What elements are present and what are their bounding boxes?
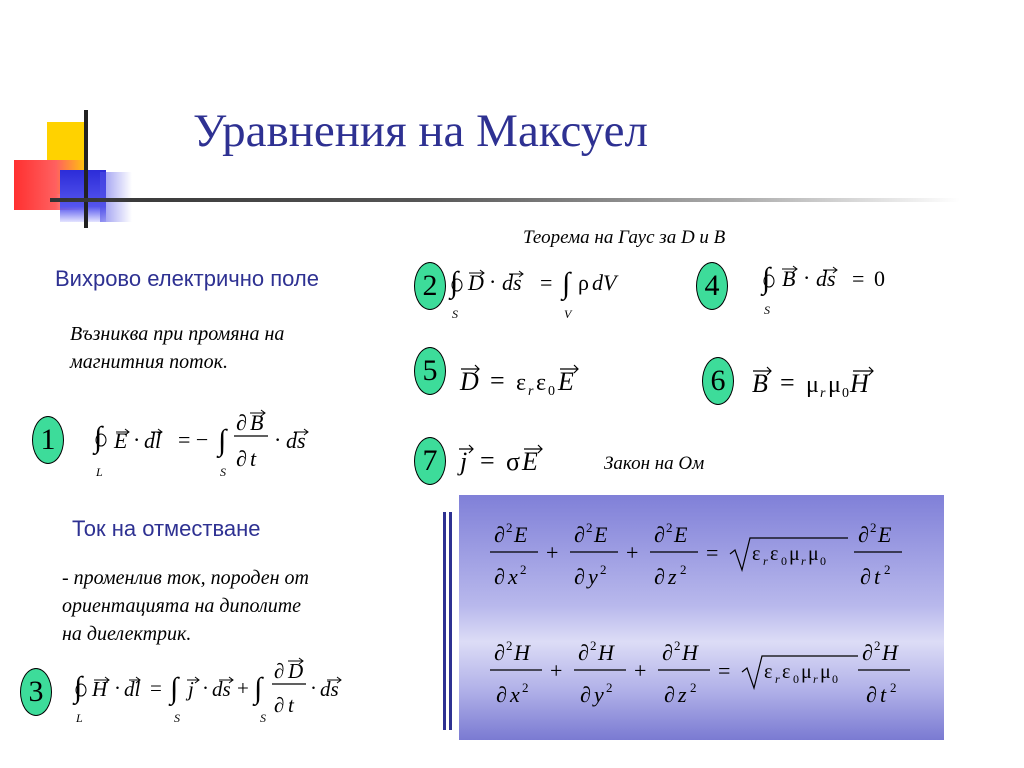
svg-text:x: x	[508, 564, 518, 589]
svg-text:D: D	[288, 659, 304, 683]
svg-text:∂: ∂	[654, 564, 665, 589]
svg-text:=: =	[150, 676, 162, 700]
svg-text:0: 0	[781, 554, 787, 568]
svg-text:B: B	[752, 369, 768, 398]
svg-text:r: r	[801, 554, 806, 568]
svg-text:+: +	[237, 676, 249, 700]
svg-text:·: ·	[274, 427, 282, 452]
displacement-note-line2: ориентацията на диполите	[62, 595, 302, 617]
equation-2-ampere	[70, 650, 360, 730]
svg-text:0: 0	[832, 672, 838, 686]
svg-text:∂: ∂	[494, 640, 505, 665]
svg-text:r: r	[775, 672, 780, 686]
svg-text:D: D	[460, 367, 479, 396]
svg-text:S: S	[764, 303, 770, 317]
svg-text:=: =	[490, 366, 505, 395]
svg-text:·: ·	[803, 265, 811, 290]
svg-text:dl: dl	[144, 428, 162, 453]
title-underline	[50, 198, 960, 202]
svg-text:2: 2	[520, 562, 527, 577]
svg-text:y: y	[594, 682, 604, 707]
wave-panel-bar-right	[449, 512, 452, 730]
equation-5-D-field	[458, 350, 618, 400]
svg-text:E: E	[514, 522, 528, 547]
svg-text:2: 2	[600, 562, 607, 577]
svg-text:t: t	[288, 693, 294, 717]
svg-text:∂: ∂	[236, 410, 247, 435]
svg-text:x: x	[510, 682, 520, 707]
svg-text:σ: σ	[506, 447, 521, 476]
svg-text:B: B	[250, 410, 264, 435]
svg-text:μ: μ	[820, 661, 831, 683]
svg-text:·: ·	[202, 676, 209, 700]
vortex-note-line1: Възниква при промяна на	[70, 323, 285, 345]
svg-text:r: r	[763, 554, 768, 568]
svg-text:ε: ε	[782, 661, 791, 683]
logo-blue-fade	[100, 172, 132, 222]
svg-text:∫: ∫	[170, 672, 179, 705]
svg-text:dl: dl	[124, 677, 141, 701]
svg-text:μ: μ	[828, 372, 841, 398]
svg-text:y: y	[588, 564, 598, 589]
svg-text:D: D	[468, 270, 484, 295]
svg-text:+: +	[550, 658, 563, 683]
wave-equation-E	[480, 510, 920, 600]
equation-badge-5: 5	[414, 347, 446, 395]
svg-text:ds: ds	[212, 677, 231, 701]
svg-text:dV: dV	[592, 270, 617, 295]
svg-text:μ: μ	[789, 543, 800, 565]
wave-equation-H	[480, 628, 930, 718]
svg-text:ds: ds	[320, 677, 339, 701]
svg-text:S: S	[174, 711, 180, 725]
svg-text:∫: ∫	[254, 672, 263, 705]
svg-text:2: 2	[870, 520, 877, 535]
svg-text:B: B	[782, 266, 796, 291]
displacement-note-line1: - променлив ток, породен от	[62, 567, 310, 589]
vortex-field-heading: Вихрово електрично поле	[55, 266, 319, 291]
svg-text:∂: ∂	[274, 659, 285, 683]
svg-text:2: 2	[606, 680, 613, 695]
svg-text:E: E	[878, 522, 892, 547]
svg-text:=: =	[540, 270, 553, 295]
svg-text:ds: ds	[286, 428, 306, 453]
displacement-note	[62, 564, 309, 648]
equation-badge-2: 3	[20, 668, 52, 716]
svg-text:E: E	[558, 367, 574, 396]
svg-text:0: 0	[820, 554, 826, 568]
svg-text:∂: ∂	[496, 682, 507, 707]
equation-3-gauss-D	[448, 252, 648, 324]
svg-text:H: H	[850, 369, 869, 398]
equation-badge-4: 4	[696, 262, 728, 310]
svg-text:2: 2	[506, 520, 513, 535]
svg-text:ε: ε	[752, 543, 761, 565]
svg-text:ds: ds	[816, 266, 836, 291]
svg-text:+: +	[546, 540, 559, 565]
svg-text:E: E	[594, 522, 608, 547]
svg-text:S: S	[220, 465, 226, 479]
svg-text:E: E	[114, 428, 128, 453]
svg-text:∂: ∂	[274, 693, 285, 717]
wave-panel-bar-left	[443, 512, 446, 730]
equation-1-faraday	[90, 400, 330, 480]
svg-text:2: 2	[884, 562, 891, 577]
equation-badge-1: 1	[32, 416, 64, 464]
svg-text:∂: ∂	[664, 682, 675, 707]
svg-text:∫: ∫	[762, 262, 771, 295]
vortex-field-note	[70, 320, 284, 376]
svg-text:ds: ds	[502, 270, 522, 295]
svg-text:2: 2	[874, 638, 881, 653]
svg-text:∂: ∂	[654, 522, 665, 547]
slide-title: Уравнения на Максуел	[193, 105, 648, 157]
svg-text:=: =	[780, 368, 795, 397]
svg-text:=: =	[706, 540, 719, 565]
svg-text:=: =	[480, 446, 495, 475]
svg-text:μ: μ	[806, 372, 819, 398]
svg-text:2: 2	[590, 638, 597, 653]
svg-text:2: 2	[890, 680, 897, 695]
equation-6-B-field	[750, 350, 920, 400]
svg-text:∫: ∫	[562, 267, 571, 300]
svg-text:+: +	[634, 658, 647, 683]
svg-text:E: E	[674, 522, 688, 547]
svg-text:+: +	[626, 540, 639, 565]
svg-text:2: 2	[680, 562, 687, 577]
svg-text:t: t	[880, 682, 887, 707]
svg-text:∂: ∂	[236, 446, 247, 471]
svg-text:∫: ∫	[94, 421, 103, 454]
svg-text:L: L	[96, 465, 103, 479]
svg-text:·: ·	[489, 269, 497, 294]
svg-text:V: V	[564, 307, 572, 321]
svg-text:ε: ε	[764, 661, 773, 683]
svg-text:∂: ∂	[866, 682, 877, 707]
svg-text:∂: ∂	[862, 640, 873, 665]
svg-text:·: ·	[133, 427, 141, 452]
svg-text:z: z	[668, 564, 677, 589]
svg-text:H: H	[514, 640, 530, 665]
svg-text:t: t	[250, 446, 257, 471]
svg-text:H: H	[682, 640, 698, 665]
gauss-caption: Теорема на Гаус за D и B	[523, 227, 726, 248]
svg-text:E: E	[522, 447, 538, 476]
svg-text:∂: ∂	[662, 640, 673, 665]
svg-text:r: r	[820, 386, 826, 400]
svg-text:2: 2	[690, 680, 697, 695]
svg-text:∂: ∂	[858, 522, 869, 547]
svg-text:t: t	[874, 564, 881, 589]
svg-text:∫: ∫	[74, 671, 83, 704]
logo-vertical-line	[84, 110, 88, 228]
equation-badge-6: 6	[702, 357, 734, 405]
svg-text:S: S	[452, 307, 458, 321]
svg-text:=: =	[852, 266, 865, 291]
svg-text:z: z	[678, 682, 687, 707]
svg-text:0: 0	[874, 266, 885, 291]
svg-text:2: 2	[586, 520, 593, 535]
svg-text:r: r	[528, 384, 534, 399]
svg-text:∂: ∂	[860, 564, 871, 589]
svg-text:∂: ∂	[494, 564, 505, 589]
displacement-note-line3: на диелектрик.	[62, 623, 192, 645]
svg-text:2: 2	[506, 638, 513, 653]
svg-text:= −: = −	[178, 427, 209, 452]
svg-text:H: H	[92, 677, 108, 701]
svg-text:S: S	[260, 711, 266, 725]
svg-text:∂: ∂	[494, 522, 505, 547]
equation-7-ohm	[456, 432, 576, 482]
svg-text:=: =	[718, 658, 731, 683]
svg-text:0: 0	[548, 384, 555, 399]
svg-text:ε: ε	[516, 370, 527, 396]
displacement-current-heading: Ток на отместване	[72, 516, 261, 541]
equation-badge-7: 7	[414, 437, 446, 485]
svg-text:H: H	[598, 640, 614, 665]
vortex-note-line2: магнитния поток.	[70, 351, 228, 373]
equation-4-gauss-B	[760, 250, 910, 320]
svg-text:j: j	[188, 677, 194, 701]
svg-text:2: 2	[674, 638, 681, 653]
svg-text:ε: ε	[770, 543, 779, 565]
svg-text:μ: μ	[808, 543, 819, 565]
svg-text:μ: μ	[801, 661, 812, 683]
svg-text:0: 0	[793, 672, 799, 686]
svg-text:L: L	[76, 711, 83, 725]
svg-text:∂: ∂	[574, 522, 585, 547]
svg-text:·: ·	[114, 676, 121, 700]
svg-text:ρ: ρ	[578, 270, 589, 295]
svg-text:2: 2	[522, 680, 529, 695]
svg-text:r: r	[813, 672, 818, 686]
ohm-caption: Закон на Ом	[604, 453, 705, 474]
svg-text:∫: ∫	[450, 266, 459, 299]
svg-text:∂: ∂	[578, 640, 589, 665]
svg-text:·: ·	[310, 676, 317, 700]
svg-text:∫: ∫	[218, 424, 227, 457]
svg-text:j: j	[460, 447, 468, 476]
svg-text:∂: ∂	[580, 682, 591, 707]
equation-badge-3: 2	[414, 262, 446, 310]
svg-text:∂: ∂	[574, 564, 585, 589]
svg-text:H: H	[882, 640, 898, 665]
svg-text:ε: ε	[536, 370, 547, 396]
svg-text:2: 2	[666, 520, 673, 535]
svg-text:0: 0	[842, 386, 849, 400]
